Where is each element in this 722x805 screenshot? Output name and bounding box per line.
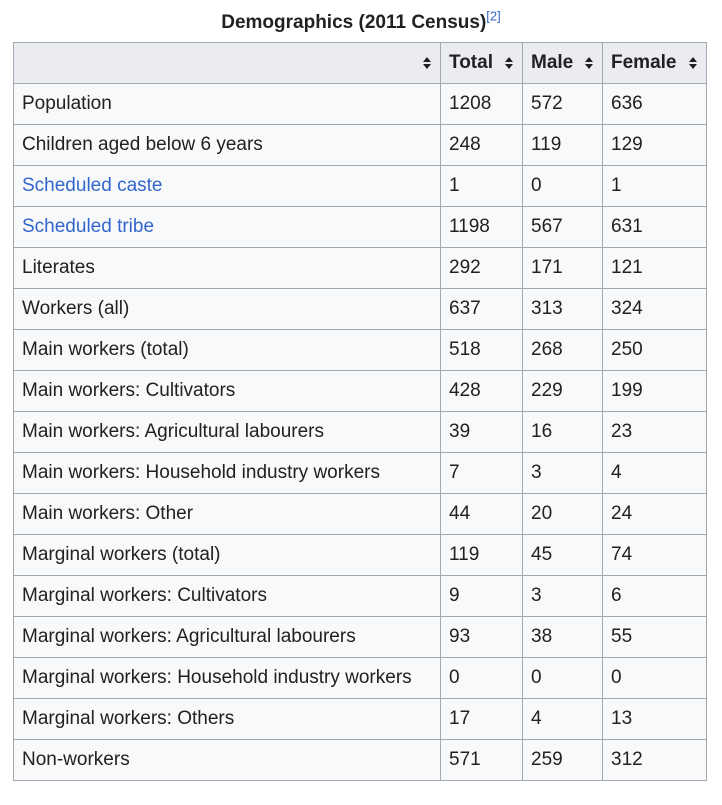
sort-icon[interactable] [688,57,698,69]
total-cell: 637 [441,289,523,330]
row-label: Marginal workers (total) [22,544,221,565]
male-cell: 259 [523,740,603,781]
table-row [14,371,707,412]
row-label-cell [14,617,441,658]
column-header-total[interactable] [441,43,523,84]
female-cell: 0 [603,658,707,699]
caption-title: Demographics (2011 Census) [221,12,487,33]
table-row [14,699,707,740]
female-cell: 6 [603,576,707,617]
column-header-label[interactable] [14,43,441,84]
female-cell: 312 [603,740,707,781]
table-row [14,248,707,289]
row-label-cell [14,740,441,781]
header-row [14,43,707,84]
male-cell: 3 [523,576,603,617]
total-cell: 0 [441,658,523,699]
table-row [14,576,707,617]
male-cell: 268 [523,330,603,371]
female-cell: 199 [603,371,707,412]
row-label: Main workers: Agricultural labourers [22,421,325,442]
total-cell: 119 [441,535,523,576]
row-label: Workers (all) [22,298,130,319]
female-cell: 129 [603,125,707,166]
male-cell: 313 [523,289,603,330]
sort-icon[interactable] [584,57,594,69]
total-cell: 292 [441,248,523,289]
column-header-male[interactable] [523,43,603,84]
citation-link[interactable]: [2] [486,8,501,24]
male-cell: 38 [523,617,603,658]
row-label-cell [14,576,441,617]
female-cell: 1 [603,166,707,207]
male-cell: 119 [523,125,603,166]
male-cell: 0 [523,166,603,207]
row-label: Main workers: Cultivators [22,380,236,401]
male-cell: 171 [523,248,603,289]
row-label: Main workers: Other [22,503,194,524]
row-label-cell [14,371,441,412]
row-label-cell [14,166,441,207]
table-row [14,125,707,166]
row-label: Main workers (total) [22,339,189,360]
total-cell: 9 [441,576,523,617]
female-cell: 324 [603,289,707,330]
total-cell: 428 [441,371,523,412]
citation-ref[interactable] [486,9,500,24]
table-row [14,453,707,494]
total-cell: 248 [441,125,523,166]
row-label: Marginal workers: Agricultural labourers [22,626,356,647]
female-cell: 4 [603,453,707,494]
total-cell: 1208 [441,84,523,125]
table-row [14,330,707,371]
row-label: Non-workers [22,749,130,770]
female-cell: 74 [603,535,707,576]
total-cell: 93 [441,617,523,658]
table-row [14,207,707,248]
male-cell: 45 [523,535,603,576]
row-label: Literates [22,257,95,278]
row-label-cell [14,289,441,330]
table-row [14,617,707,658]
row-label-cell [14,699,441,740]
male-cell: 20 [523,494,603,535]
female-cell: 24 [603,494,707,535]
female-cell: 631 [603,207,707,248]
demographics-table [13,42,707,781]
row-label-cell [14,248,441,289]
male-cell: 16 [523,412,603,453]
row-label: Population [22,93,112,114]
table-row [14,535,707,576]
column-header-male-text: Male [531,52,574,73]
male-cell: 0 [523,658,603,699]
total-cell: 518 [441,330,523,371]
row-label-cell [14,330,441,371]
table-row [14,289,707,330]
table-body [14,84,707,781]
row-label-cell [14,125,441,166]
female-cell: 121 [603,248,707,289]
row-label: Marginal workers: Household industry workers [22,667,412,688]
total-cell: 39 [441,412,523,453]
row-label-link[interactable]: Scheduled caste [22,175,163,196]
total-cell: 1198 [441,207,523,248]
sort-icon[interactable] [422,57,432,69]
row-label-cell [14,84,441,125]
row-label-cell [14,207,441,248]
table-row [14,494,707,535]
row-label: Marginal workers: Cultivators [22,585,267,606]
table-row [14,658,707,699]
row-label-cell [14,494,441,535]
column-header-female[interactable] [603,43,707,84]
table-row [14,412,707,453]
total-cell: 17 [441,699,523,740]
row-label-cell [14,453,441,494]
row-label: Marginal workers: Others [22,708,235,729]
female-cell: 13 [603,699,707,740]
row-label-cell [14,412,441,453]
table-row [14,740,707,781]
female-cell: 636 [603,84,707,125]
male-cell: 4 [523,699,603,740]
male-cell: 229 [523,371,603,412]
male-cell: 3 [523,453,603,494]
male-cell: 572 [523,84,603,125]
sort-icon[interactable] [504,57,514,69]
row-label: Children aged below 6 years [22,134,263,155]
total-cell: 7 [441,453,523,494]
table-row [14,166,707,207]
table-caption [0,8,722,38]
female-cell: 23 [603,412,707,453]
row-label: Main workers: Household industry workers [22,462,380,483]
column-header-female-text: Female [611,52,677,73]
total-cell: 571 [441,740,523,781]
total-cell: 44 [441,494,523,535]
female-cell: 250 [603,330,707,371]
row-label-link[interactable]: Scheduled tribe [22,216,155,237]
row-label-cell [14,658,441,699]
column-header-total-text: Total [449,52,493,73]
table-row [14,84,707,125]
row-label-cell [14,535,441,576]
male-cell: 567 [523,207,603,248]
female-cell: 55 [603,617,707,658]
total-cell: 1 [441,166,523,207]
